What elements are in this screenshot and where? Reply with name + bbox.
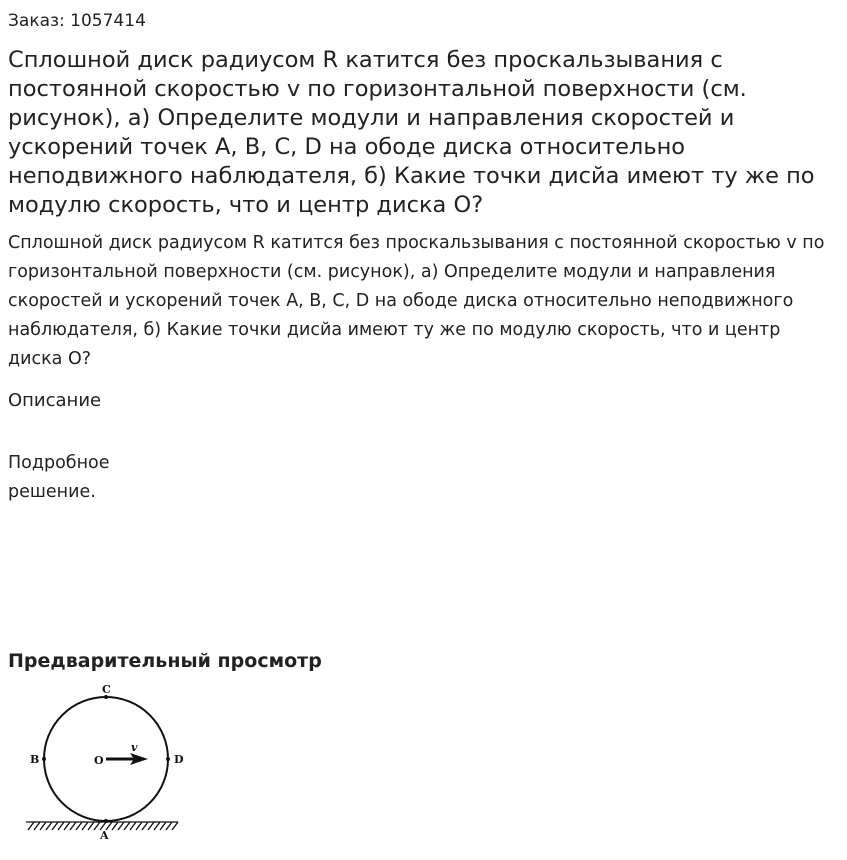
- label-b: B: [30, 753, 40, 766]
- description-label: Описание: [8, 390, 102, 411]
- label-a: A: [100, 829, 109, 842]
- task-title: Сплошной диск радиусом R катится без проскальзывания с постоянной скоростью v по горизонтальной поверхности (см. рисунок), а) Определите модули и направления скоростей и ускорений точек A, B, C, D на ободе диска относительно неподвижного наблюдателя, б) Какие точки дисйа имеют ту же по модулю скорость, что и центр диска О?: [8, 47, 815, 218]
- description-text: Подробное решение.: [8, 453, 110, 502]
- label-c: C: [102, 683, 111, 696]
- label-d: D: [174, 753, 184, 766]
- point-b-marker: [42, 757, 46, 761]
- preview-heading: Предварительный просмотр: [8, 650, 322, 672]
- task-body: Сплошной диск радиусом R катится без проскальзывания с постоянной скоростью v по горизонтальной поверхности (см. рисунок), а) Определите модули и направления скоростей и ускорений точек A, B, C, D на ободе диска относительно неподвижного наблюдателя, б) Какие точки дисйа имеют ту же по модулю скорость, что и центр диска О?: [8, 233, 825, 369]
- point-d-marker: [166, 757, 170, 761]
- label-o: O: [94, 754, 104, 767]
- point-a-marker: [104, 819, 108, 823]
- order-number: Заказ: 1057414: [8, 11, 146, 31]
- disk-diagram: [20, 680, 190, 845]
- label-v: v: [131, 741, 138, 754]
